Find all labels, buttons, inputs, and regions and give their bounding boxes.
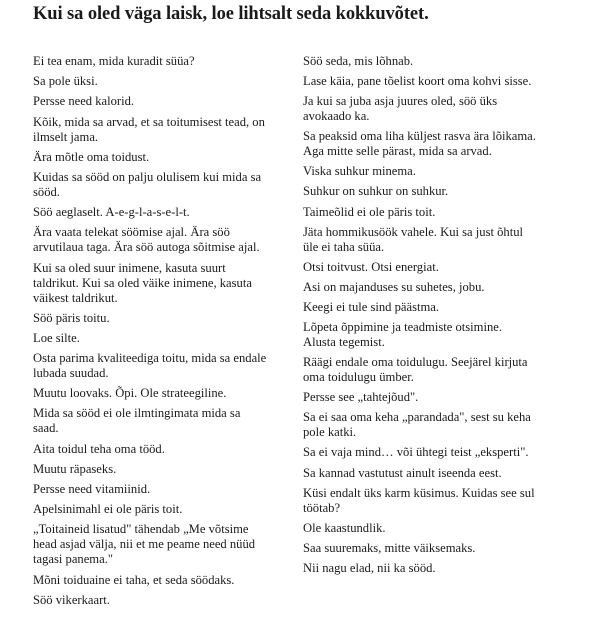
list-item: Sa peaksid oma liha küljest rasva ära lõikama. Aga mitte selle pärast, mida sa arvad. (303, 129, 536, 159)
list-item: Räägi endale oma toidulugu. Seejärel kirjuta oma toidulugu ümber. (303, 355, 528, 385)
list-item: Kõik, mida sa arvad, et sa toitumisest tead, on ilmselt jama. (33, 114, 265, 144)
list-item: „Toitaineid lisatud" tähendab „Me võtsime head asjad välja, nii et me peame need nüüd tagasi panema." (33, 522, 256, 567)
list-item: Ei tea enam, mida kuradit süüa? (33, 54, 195, 68)
list-item: Nii nagu elad, nii ka sööd. (303, 560, 436, 575)
list-item: Sa pole üksi. (33, 74, 98, 89)
list-item: Saa suuremaks, mitte väiksemaks. (303, 540, 476, 555)
list-item: Muutu loovaks. Õpi. Ole strateegiline. (33, 386, 227, 401)
list-item: Muutu räpaseks. (33, 461, 117, 476)
list-item: Otsi toitvust. Otsi energiat. (303, 259, 439, 274)
list-item: Söö aeglaselt. A-e-g-l-a-s-e-l-t. (33, 205, 190, 220)
page-title: Kui sa oled väga laisk, loe lihtsalt seda kokkuvõtet. (33, 4, 429, 24)
list-item: Aita toidul teha oma tööd. (33, 441, 165, 456)
list-item: Ära vaata telekat söömise ajal. Ära söö arvutilaua taga. Ära söö autoga sõitmise ajal. (33, 225, 260, 255)
list-item: Asi on majanduses su suhetes, jobu. (303, 279, 485, 294)
list-item: Keegi ei tule sind päästma. (303, 299, 440, 314)
list-item: Mida sa sööd ei ole ilmtingimata mida sa saad. (33, 406, 241, 436)
left-column (33, 54, 278, 613)
list-item: Sa kannad vastutust ainult iseenda eest. (303, 465, 502, 480)
list-item: Taimeõlid ei ole päris toit. (303, 204, 436, 219)
list-item: Küsi endalt üks karm küsimus. Kuidas see sul töötab? (303, 485, 535, 515)
list-item: Söö vikerkaart. (33, 592, 110, 607)
list-item: Söö päris toitu. (33, 310, 110, 325)
list-item: Lase käia, pane tõelist koort oma kohvi sisse. (303, 74, 532, 89)
list-item: Persse need kalorid. (33, 94, 135, 109)
list-item: Ära mõtle oma toidust. (33, 149, 150, 164)
list-item: Osta parima kvaliteediga toitu, mida sa endale lubada suudad. (33, 351, 267, 381)
list-item: Suhkur on suhkur on suhkur. (303, 184, 449, 199)
list-item: Viska suhkur minema. (303, 164, 416, 179)
list-item: Kui sa oled suur inimene, kasuta suurt taldrikut. Kui sa oled väike inimene, kasuta väikest taldrikut. (33, 260, 252, 305)
list-item: Persse need vitamiinid. (33, 482, 151, 496)
list-item: Lõpeta õppimine ja teadmiste otsimine. Alusta tegemist. (303, 320, 503, 350)
list-item: Kuidas sa sööd on palju olulisem kui mida sa sööd. (33, 169, 262, 199)
list-item: Söö seda, mis lõhnab. (303, 54, 414, 68)
list-item: Persse see „tahtejõud". (303, 390, 419, 405)
right-column (303, 54, 558, 581)
list-item: Jäta hommikusöök vahele. Kui sa just õhtul üle ei taha süüa. (303, 224, 524, 254)
list-item: Ja kui sa juba asja juures oled, söö üks avokaado ka. (303, 94, 498, 124)
list-item: Loe silte. (33, 330, 80, 345)
list-item: Apelsinimahl ei ole päris toit. (33, 502, 183, 517)
list-item: Ole kaastundlik. (303, 520, 386, 535)
list-item: Sa ei vaja mind… või ühtegi teist „eksperti". (303, 445, 529, 460)
list-item: Mõni toiduaine ei taha, et seda söödaks. (33, 572, 235, 587)
list-item: Sa ei saa oma keha „parandada", sest su keha pole katki. (303, 410, 531, 440)
